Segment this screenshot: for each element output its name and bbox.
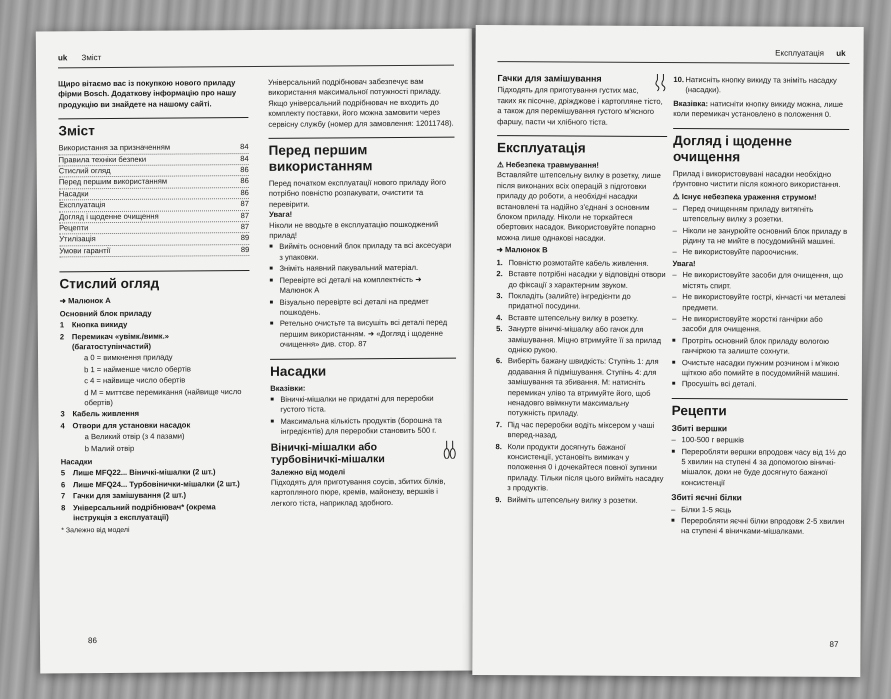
item-number: 1.: [496, 257, 503, 267]
item-text: Кабель живлення: [72, 409, 140, 419]
attachments-label: Насадки: [60, 457, 93, 467]
dough-hook-icon: [653, 74, 667, 92]
item-number: 5: [60, 468, 66, 478]
list-item: – Ніколи не занурюйте основний блок приладу в рідину та не мийте в посудомийній машині.: [673, 226, 849, 248]
toc-page: 86: [240, 165, 249, 175]
list-item: – Не використовуйте жорсткі ганчірки або засоби для очищення.: [672, 314, 848, 336]
toc-label: Утилізація: [59, 234, 96, 244]
toc-page: 87: [240, 199, 250, 209]
list-item: [61, 490, 251, 502]
list-item: [61, 443, 251, 455]
right-column-1: [495, 73, 667, 507]
item-text: Покладіть (залийте) інгредієнти до придатної посудини.: [508, 291, 631, 311]
item-text: Лише MFQ22... Віничкі-мішалки (2 шт.): [72, 467, 216, 478]
item-text: Універсальний подрібнювач* (окрема інструкція з експлуатації): [73, 501, 216, 523]
list-item: – 100-500 г вершків: [672, 435, 848, 446]
item-number: 4.: [496, 312, 503, 322]
item-text: Виберіть бажану швидкість: Ступінь 1: для додавання й підмішування. Ступінь 4: для замішування та збивання. M: натисніть перемикач уліво та втримуйте його, щоб ненадовго ввімкнути максимальну потужність приладу.: [507, 356, 659, 418]
first-use-text: Перед початком експлуатації нового приладу його потрібно повністю розпакувати, очистити та перевірити.: [268, 177, 446, 209]
list-item: ■ Максимальна кількість продуктів (борошна та інгредієнтів) для переробки становить 500 г.: [270, 415, 456, 437]
list-item: [60, 375, 250, 387]
left-page: [36, 28, 476, 673]
recipe-line: [671, 505, 847, 516]
list-item: ■ Переробляти яєчні білки впродовж 2-5 хвилин на ступені 4 віничками-мішалками.: [671, 516, 847, 538]
list-item: [60, 319, 250, 331]
item-number: [72, 354, 84, 364]
section-name: Зміст: [81, 53, 102, 63]
left-column-2: [268, 77, 457, 509]
list-item: [496, 269, 666, 291]
list-item: [60, 331, 250, 353]
section-name: Експлуатація: [775, 48, 825, 58]
whisk-title: Віничкі-мішалки або турбовіничкі-мішалки: [271, 440, 457, 465]
list-item: [60, 408, 250, 420]
item-number: 3.: [496, 291, 503, 301]
item-text: Вийміть штепсельну вилку з розетки.: [507, 494, 638, 505]
item-number: 2.: [496, 269, 503, 279]
recipe-line: [672, 435, 848, 446]
shock-warning: ⚠ Існує небезпека ураження струмом!: [672, 192, 817, 203]
item-text: b 1 = найменше число обертів: [84, 364, 191, 374]
left-column-1: [58, 78, 251, 537]
list-item: [496, 313, 666, 324]
table-of-contents: [59, 142, 250, 257]
list-item: ■ Візуально перевірте всі деталі на предмет пошкодень.: [270, 296, 456, 318]
hooks-title: Гачки для замішування: [497, 73, 667, 84]
list-item: ■ Віничкі-мішалки не придатні для переробки густого тіста.: [270, 394, 456, 416]
main-unit-label: Основний блок приладу: [59, 308, 152, 319]
toc-label: Правила техніки безпеки: [58, 154, 147, 164]
recipe-line: [671, 516, 847, 538]
list-item: – Перед очищенням приладу витягніть штепсельну вилку з розетки.: [673, 204, 849, 226]
cream-title: Збиті вершки: [671, 422, 728, 434]
item-number: 1: [59, 320, 65, 330]
item-number: 4: [60, 421, 65, 431]
list-item: ■ Вийміть основний блок приладу та всі аксесуари з упаковки.: [269, 241, 455, 263]
item-number: 3: [60, 409, 65, 419]
right-page-header: [775, 49, 845, 58]
language-code: uk: [57, 53, 68, 63]
list-item: ■ Переробляти вершки впродовж часу від 1½ до 5 хвилин на ступені 4 за допомогою віничкі-мішалок, доки не буде досягнуто бажаної консистенції: [671, 447, 847, 490]
toc-label: Експлуатація: [58, 200, 106, 210]
item-text: Перемикач «увімк./вимк.» (багатоступінчастий): [71, 331, 169, 352]
first-use-steps: [269, 241, 456, 350]
intro-text: Щиро вітаємо вас із покупкою нового приладу фірми Bosch. Додаткову інформацію про нашу продукцію ви знайдете на нашому сайті.: [58, 78, 237, 110]
item-text: Під час переробки водіть міксером у чаші вперед-назад.: [507, 419, 655, 440]
whites-title: Збиті яєчні білки: [671, 492, 742, 503]
list-item: [60, 352, 250, 364]
recipes-title: Рецепти: [672, 398, 848, 420]
whisk-icon: [443, 440, 457, 458]
item-text: Кнопка викиду: [71, 319, 128, 330]
footnote: * Залежно від моделі: [61, 527, 130, 535]
caution-list: [672, 270, 848, 335]
list-item: – Не використовуйте пароочисник.: [672, 247, 848, 258]
important-text: натисніти кнопку викиду можна, лише коли перемикач установлено в положення 0.: [673, 99, 844, 120]
cream-recipe: [671, 435, 847, 489]
toc-page: 87: [240, 222, 250, 232]
item-text: Вставте штепсельну вилку в розетку.: [508, 312, 639, 323]
list-item: ■ Протріть основний блок приладу вологою ганчіркою та залиште сохнути.: [672, 336, 848, 358]
list-item: [496, 291, 666, 313]
caution-label: Увага!: [672, 258, 696, 269]
item-number: 2: [59, 331, 65, 341]
item-text: Отвори для установки насадок: [72, 420, 191, 431]
toc-label: Рецепти: [59, 223, 89, 233]
first-use-title: Перед першим використанням: [269, 137, 455, 175]
toc-page: 86: [240, 187, 249, 197]
item-number: 7: [60, 491, 66, 501]
item-text: Занурте віничкі-мішалку або гачок для замішування. Міцно втримуйте її за прилад однією рукою.: [507, 324, 662, 355]
list-item: [60, 387, 250, 409]
operation-steps: [495, 258, 666, 506]
toc-label: Стислий огляд: [58, 166, 111, 176]
toc-title: Зміст: [58, 117, 248, 139]
right-page: [472, 25, 863, 677]
item-number: 5.: [496, 324, 503, 334]
list-item: [495, 495, 665, 506]
item-text: Гачки для замішування (2 шт.): [72, 490, 187, 501]
toc-label: Догляд і щоденне очищення: [59, 211, 159, 222]
overview-list: [60, 319, 251, 454]
caution-label: Увага!: [269, 209, 293, 220]
left-page-number: 86: [87, 636, 97, 646]
item-text: Лише MFQ24... Турбовінички-мішалки (2 шт.): [72, 478, 240, 490]
item-number: [72, 388, 84, 409]
item-text: Повністю розмотайте кабель живлення.: [508, 257, 649, 268]
recipe-line: [671, 447, 847, 490]
toc-page: 84: [240, 153, 249, 163]
item-number: [72, 365, 84, 375]
step-10: 10. Натисніть кнопку викиду та зніміть насадку (насадки).: [673, 75, 837, 95]
list-item: ■ Зніміть наявний пакувальний матеріал.: [269, 263, 455, 275]
attachments-title: Насадки: [270, 357, 456, 379]
list-item: [495, 442, 665, 495]
item-text: a 0 = вимкнення приладу: [84, 352, 173, 363]
right-column-2: [671, 74, 849, 539]
toc-label: Умови гарантії: [59, 245, 111, 256]
list-item: ■ Перевірте всі деталі на комплектність ➜ Малюнок A: [269, 274, 455, 296]
operation-title: Експлуатація: [497, 135, 667, 157]
list-item: [496, 420, 666, 442]
list-item: [496, 356, 666, 419]
list-item: – Не використовуйте гострі, кінчасті чи металеві предмети.: [672, 292, 848, 314]
attachment-notes: [270, 394, 456, 438]
overview-title: Стислий огляд: [59, 270, 249, 292]
care-steps: [672, 336, 848, 391]
list-item: [60, 364, 250, 376]
shock-list: [672, 204, 848, 259]
list-item: [61, 502, 251, 524]
item-number: [73, 444, 85, 454]
header-rule: [58, 65, 454, 69]
header-rule: [498, 61, 850, 64]
language-code: uk: [836, 48, 846, 58]
list-item: [60, 420, 250, 432]
toc-label: Перед першим використанням: [58, 177, 168, 187]
hooks-text: Підходять для приготування густих мас, таких як пісочне, дріжджове і картопляне тісто, а також для перемішування густого м'ясного фаршу, пасти чи хлібного тіста.: [497, 85, 663, 127]
list-item: – Білки 1-5 яєць: [671, 505, 847, 516]
toc-page: 89: [240, 244, 250, 254]
figure-ref: ➜ Малюнок B: [496, 245, 548, 255]
list-item: [61, 467, 251, 479]
left-page-header: [58, 53, 101, 62]
item-text: b Малий отвір: [84, 443, 135, 453]
toc-page: 84: [240, 142, 249, 152]
item-number: 8.: [495, 441, 502, 451]
item-number: 7.: [495, 419, 502, 429]
caution-text: Ніколи не вводьте в експлуатацію пошкоджений прилад!: [269, 219, 439, 240]
item-number: [72, 376, 84, 386]
list-item: [61, 431, 251, 443]
attachments-list: [61, 467, 251, 523]
list-item: – Не використовуйте засоби для очищення, що містять спирт.: [672, 270, 848, 292]
item-number: 8: [61, 502, 66, 512]
item-number: [73, 432, 85, 442]
toc-page: 89: [240, 233, 250, 243]
whisk-text: Підходять для приготування соусів, збитих білків, картопляного пюре, кремів, майонезу, вершків і легкого тіста, наприклад здобного.: [270, 476, 446, 508]
notes-label: Вказівки:: [270, 383, 306, 393]
item-text: Коли продукти досягнуть бажаної консистенції, установіть вимикач у положення 0 і дочекайтеся повної зупинки приладу. Тільки після цього вийміть насадку з продуктів.: [507, 441, 664, 493]
injury-text: Вставляйте штепсельну вилку в розетку, лише після виконаних всіх операцій з підготовки приладу до роботи, а необхідні насадки встановлені та надійно з'єднані з основним блоком приладу. Ніколи не торкайтеся обертових насадок. Використовуйте попарно можна лише однакові насадки.: [496, 170, 661, 243]
list-item: [496, 258, 666, 269]
care-title: Догляд і щоденне очищення: [673, 128, 849, 166]
toc-page: 86: [240, 176, 249, 186]
item-number: 6.: [495, 356, 503, 366]
list-item: ■ Просушіть всі деталі.: [672, 379, 848, 390]
list-item: ■ Очистьте насадки пужним розчином і м'якою щіткою або помийте в посудомийній машині.: [672, 358, 848, 380]
whisk-subtitle: Залежно від моделі: [270, 466, 346, 477]
item-text: a Великий отвір (з 4 пазами): [84, 431, 185, 442]
toc-label: Насадки: [58, 189, 89, 199]
figure-ref: ➜ Малюнок A: [59, 296, 111, 306]
list-item: ■ Ретельно очистьте та висушіть всі деталі перед першим використанням. ➜ «Догляд і щоденне очищення» див. стор. 87: [270, 318, 456, 351]
whites-recipe: [671, 505, 847, 538]
toc-label: Використання за призначенням: [58, 142, 171, 153]
injury-warning: ⚠ Небезпека травмування!: [496, 160, 599, 170]
item-text: c 4 = найвище число обертів: [84, 375, 186, 386]
right-page-number: 87: [829, 639, 839, 649]
list-item: [496, 324, 666, 356]
item-text: d M = миттєве перемикання (найвище число обертів): [84, 386, 242, 408]
important-label: Вказівка:: [673, 98, 709, 109]
care-text: Прилад і використовувані насадки необхідно ґрунтовно чистити після кожного використання.: [672, 168, 841, 189]
list-item: [61, 479, 251, 491]
chopper-text: Універсальний подрібнювач забезпечує вам використання максимальної потужності приладу. Якщо універсальний подрібнювач не входить до комплекту поставки, його можна замовити через сервісну службу (номер для замовлення: 12011748).: [268, 76, 454, 129]
item-number: 6: [60, 480, 66, 490]
toc-page: 87: [240, 210, 250, 220]
item-number: 9.: [495, 494, 502, 504]
item-text: Вставте потрібні насадки у відповідні отвори до фіксації з характерним звуком.: [508, 269, 666, 290]
toc-row: [59, 245, 249, 258]
